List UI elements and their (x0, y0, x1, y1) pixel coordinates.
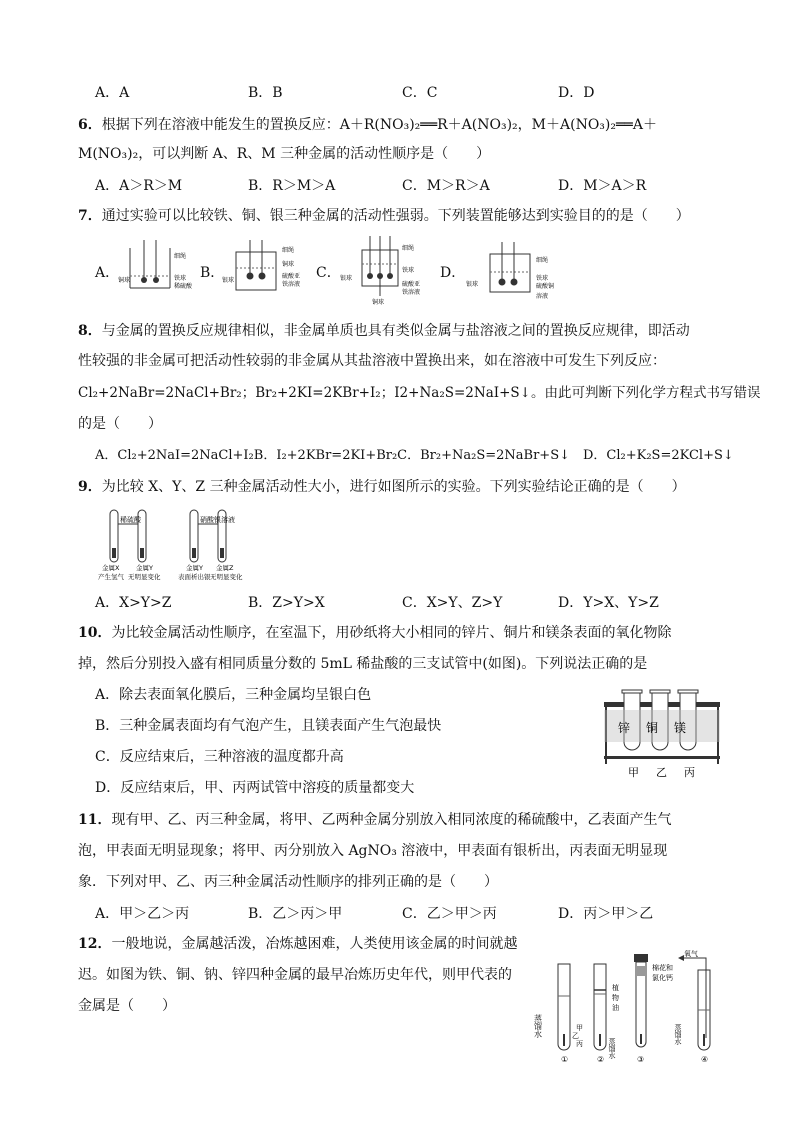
q9-option-b[interactable]: B．Z>Y>X (248, 595, 325, 611)
q9-text: 为比较 X、Y、Z 三种金属活动性大小，进行如图所示的实验。下列实验结论正确的是（ ） (101, 479, 686, 495)
q11-option-d[interactable]: D．丙＞甲＞乙 (558, 906, 654, 922)
q7-figure-a (118, 238, 198, 298)
q10-figure (602, 688, 722, 780)
q7-number: 7． (78, 208, 102, 224)
q5-option-b[interactable]: B．B (248, 85, 283, 101)
q8-text1: 与金属的置换反应规律相似，非金属单质也具有类似金属与盐溶液之间的置换反应规律，即活动 (101, 323, 690, 339)
q6-stem-line2: M(NO₃)₂，可以判断 A、R、M 三种金属的活动性顺序是（ ） (78, 146, 491, 162)
label-string: 细绳 (282, 247, 295, 254)
label-solution1: 硫酸亚 (402, 281, 421, 288)
q7-figure-c (340, 234, 435, 306)
label-oil3: 油 (612, 1004, 619, 1012)
label-magnesium: 镁 (674, 721, 687, 735)
q7-stem (78, 206, 690, 226)
label-cotton2: 氯化钙 (652, 974, 673, 982)
q11-text1: 现有甲、乙、丙三种金属，将甲、乙两种金属分别放入相同浓度的稀硫酸中，乙表面产生气 (111, 812, 672, 828)
q6-stem-line1 (78, 115, 657, 135)
label-water4: 蒸馏水 (674, 1024, 682, 1045)
q12-stem-line3: 金属是（ ） (78, 998, 176, 1014)
label-no-change2: 无明显变化 (210, 573, 243, 581)
q9-number: 9． (78, 479, 102, 495)
q11-option-c[interactable]: C．乙＞甲＞丙 (402, 906, 497, 922)
label-copper: 铜球 (118, 277, 131, 284)
q9-option-d[interactable]: D．Y>X、Y>Z (558, 595, 659, 611)
label-copper: 铜 (646, 721, 659, 735)
q12-text1: 一般地说，金属越活泼，冶炼越困难，人类使用该金属的时间就越 (111, 936, 518, 952)
label-metal-y: 金属Y (136, 564, 153, 572)
q9-option-c[interactable]: C．X>Y、Z>Y (402, 595, 503, 611)
label-water2: 蒸馏水 (608, 1038, 616, 1059)
q9-options (95, 592, 735, 612)
q8-stem-line2: 性较强的非金属可把活动性较弱的非金属从其盐溶液中置换出来，如在溶液中可发生下列反应： (78, 353, 666, 369)
label-oxygen: 氧气 (684, 950, 698, 958)
q11-stem-line1 (78, 810, 671, 830)
q7-figure-d (466, 240, 566, 306)
label-string: 细绳 (536, 257, 549, 264)
q10-option-d[interactable]: D．反应结束后，甲、丙两试管中溶疫的质量都变大 (95, 780, 415, 796)
label-string: 细绳 (402, 245, 415, 252)
label-yi: 乙 (656, 766, 667, 779)
q12-stem-line1 (78, 934, 517, 954)
silver-ball (247, 273, 254, 280)
q7-option-c[interactable]: C． (316, 265, 341, 281)
label-solution2: 铁溶液 (402, 289, 421, 296)
q11-number: 11． (78, 812, 112, 828)
label-bing: 丙 (576, 1040, 583, 1048)
q10-stem-line1 (78, 623, 671, 643)
label-zinc: 锌 (618, 721, 631, 735)
label-copper: 铜球 (372, 299, 385, 306)
q10-text1: 为比较金属活动性顺序，在室温下，用砂纸将大小相同的锌片、铜片和镁条表面的氧化物除 (111, 625, 672, 641)
q9-stem (78, 477, 686, 497)
label-water1: 蒸馏水 (534, 1014, 543, 1038)
q7-text: 通过实验可以比较铁、铜、银三种金属的活动性强弱。下列装置能够达到实验目的的是（ ） (101, 208, 690, 224)
label-iron: 铁球 (536, 275, 549, 282)
q12-stem-line2: 迟。如图为铁、铜、钠、锌四种金属的最早冶炼历史年代，则甲代表的 (78, 967, 512, 983)
label-oil1: 植 (612, 984, 619, 992)
copper-ball (259, 273, 266, 280)
q7-figure-b (222, 238, 312, 300)
q11-stem-line2: 泡，甲表面无明显现象；将甲、丙分别放入 AgNO₃ 溶液中，甲表面有银析出，丙表面无明显现 (78, 843, 668, 859)
label-iron: 铁球 (402, 267, 415, 274)
iron-ball (153, 277, 159, 283)
q10-stem-line2: 掉，然后分别投入盛有相同质量分数的 5mL 稀盐酸的三支试管中(如图)。下列说法正确的是 (78, 656, 648, 672)
q5-option-a[interactable]: A．A (95, 85, 130, 101)
q6-option-d[interactable]: D．M＞A＞R (558, 178, 647, 194)
q6-options (95, 175, 735, 195)
label-silver: 银球 (466, 281, 479, 288)
q12-figure (534, 950, 730, 1068)
q12-number: 12． (78, 936, 112, 952)
label-metal-y2: 金属Y (186, 564, 203, 572)
label-string: 细绳 (174, 253, 187, 260)
q11-option-b[interactable]: B．乙＞丙＞甲 (248, 906, 343, 922)
label-cotton1: 棉花和 (652, 964, 673, 972)
q5-options (95, 82, 735, 102)
label-n3: ③ (637, 1055, 645, 1064)
label-yi: 乙 (572, 1032, 579, 1040)
q8-options[interactable]: A．Cl₂+2NaI=2NaCl+I₂B．I₂+2KBr=2KI+Br₂C．Br₂+Na₂S=2NaBr+S↓ D．Cl₂+K₂S=2KCl+S↓ (95, 448, 734, 463)
q7-option-a[interactable]: A． (95, 265, 120, 281)
q10-option-c[interactable]: C．反应结束后，三种溶液的温度都升高 (95, 749, 344, 765)
label-no-change: 无明显变化 (128, 573, 161, 581)
q9-figure (88, 508, 268, 582)
label-n2: ② (597, 1055, 605, 1064)
q8-stem-line1 (78, 321, 690, 341)
q10-option-a[interactable]: A．除去表面氧化膜后，三种金属均呈银白色 (95, 687, 372, 703)
q11-options (95, 903, 735, 923)
q7-option-b[interactable]: B． (200, 265, 225, 281)
q11-option-a[interactable]: A．甲＞乙＞丙 (95, 906, 190, 922)
q6-option-c[interactable]: C．M＞R＞A (402, 178, 490, 194)
q10-number: 10． (78, 625, 112, 641)
label-hydrogen: 产生氢气 (98, 573, 124, 581)
label-copper: 铜球 (282, 261, 295, 268)
copper-ball (141, 277, 147, 283)
label-n4: ④ (701, 1055, 709, 1064)
q5-option-d[interactable]: D．D (558, 85, 595, 101)
label-silver: 表面析出银 (178, 573, 211, 581)
label-solution1: 硫酸亚 (282, 273, 301, 280)
label-iron: 铁球 (174, 275, 187, 282)
label-acid: 稀硫酸 (174, 283, 193, 290)
q8-stem-line4: 的是（ ） (78, 416, 162, 432)
label-jia: 甲 (628, 766, 639, 779)
q10-option-b[interactable]: B．三种金属表面均有气泡产生，且镁表面产生气泡最快 (95, 718, 442, 734)
label-solution2: 铁溶液 (282, 281, 301, 288)
q6-number: 6． (78, 117, 102, 133)
label-metal-z: 金属Z (216, 564, 234, 572)
q9-option-a[interactable]: A．X>Y>Z (95, 595, 172, 611)
label-acid: 稀硫酸 (120, 516, 141, 524)
label-jia: 甲 (576, 1024, 583, 1032)
q6-option-b[interactable]: B．R＞M＞A (248, 178, 336, 194)
label-solution1: 硫酸铜 (536, 283, 555, 290)
q7-option-d[interactable]: D． (440, 265, 466, 281)
label-salt: 硝酸银溶液 (200, 516, 235, 524)
label-silver: 银球 (340, 275, 353, 282)
q11-stem-line3: 象．下列对甲、乙、丙三种金属活动性顺序的排列正确的是（ ） (78, 874, 498, 890)
q8-stem-line3: Cl₂+2NaBr=2NaCl+Br₂；Br₂+2KI=2KBr+I₂；I2+Na₂S=2NaI+S↓。由此可判断下列化学方程式书写错误 (78, 385, 761, 401)
q6-text1: 根据下列在溶液中能发生的置换反应：A＋R(NO₃)₂══R＋A(NO₃)₂，M＋A(NO₃)₂══A＋ (101, 117, 657, 133)
q8-number: 8． (78, 323, 102, 339)
label-solution2: 溶液 (536, 293, 549, 300)
label-bing: 丙 (684, 766, 695, 779)
q5-option-c[interactable]: C．C (402, 85, 438, 101)
label-n1: ① (561, 1055, 569, 1064)
label-metal-x: 金属X (102, 564, 120, 572)
label-oil2: 物 (612, 994, 619, 1002)
label-silver: 银球 (222, 277, 235, 284)
q6-option-a[interactable]: A．A＞R＞M (95, 178, 183, 194)
